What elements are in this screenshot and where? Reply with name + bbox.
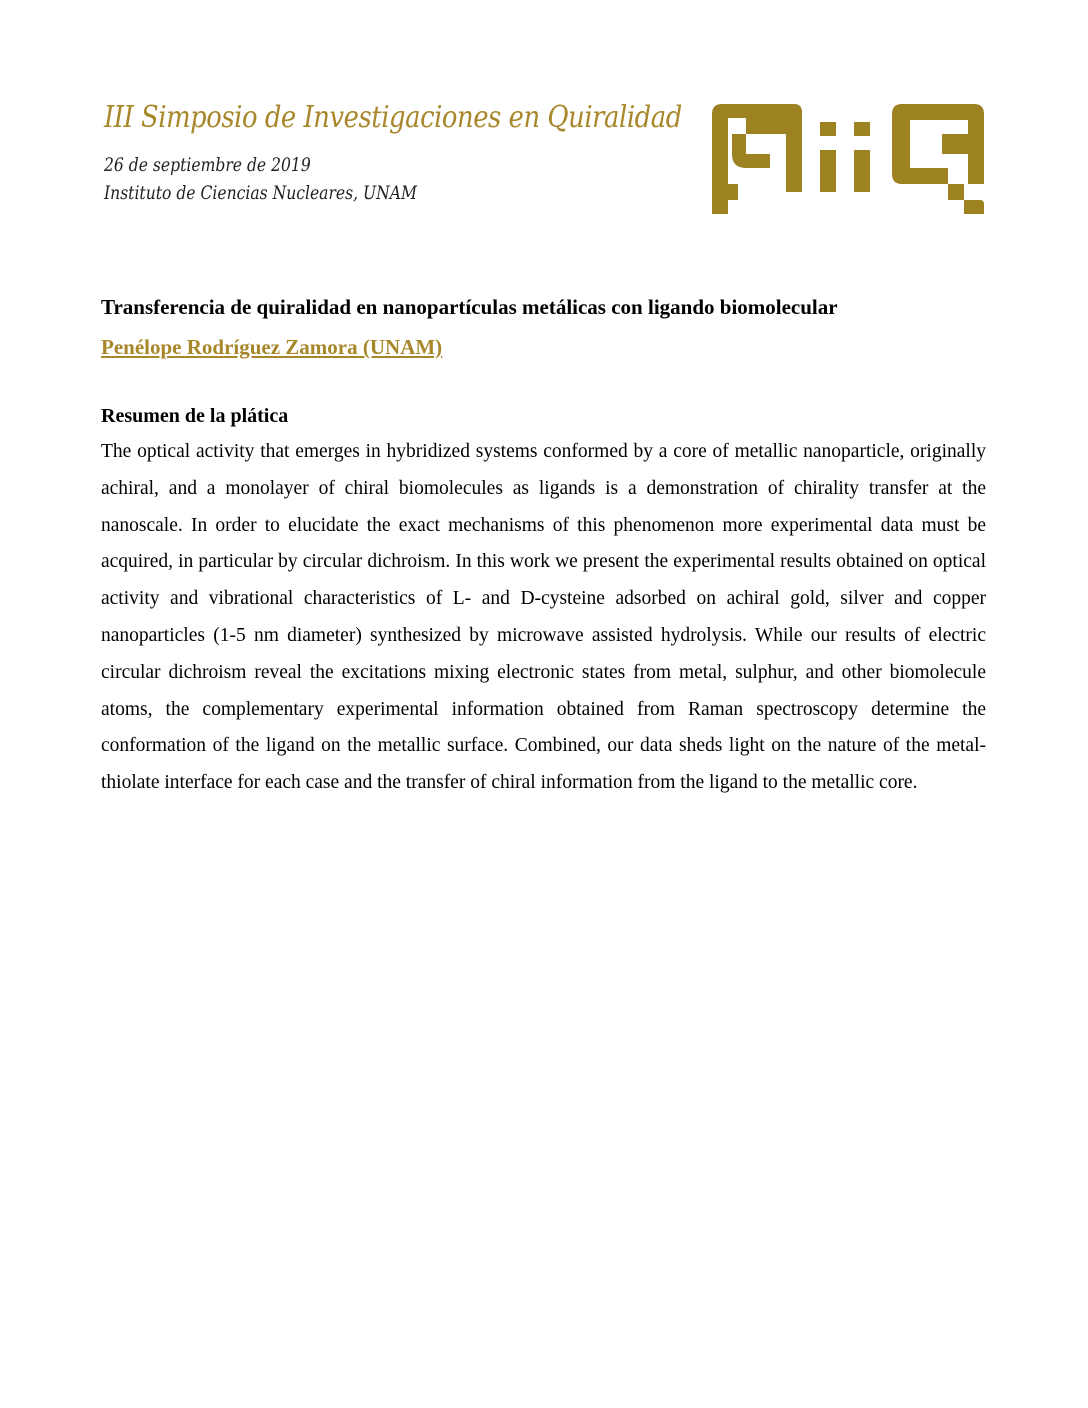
abstract-heading: Resumen de la plática [101, 405, 289, 427]
page-header [104, 100, 984, 230]
siiq-logo-icon [712, 104, 984, 214]
abstract-body: The optical activity that emerges in hybridized systems conformed by a core of metallic nanoparticle, originally achiral, and a monolayer of chiral biomolecules as ligands is a demonstration of chirality transfer at the nanoscale. In order to elucidate the exact mechanisms of this phenomenon more experimental data must be acquired, in particular by circular dichroism. In this work we present the experimental results obtained on optical activity and vibrational characteristics of L- and D-cysteine adsorbed on achiral gold, silver and copper nanoparticles (1-5 nm diameter) synthesized by microwave assisted hydrolysis. While our results of electric circular dichroism reveal the excitations mixing electronic states from metal, sulphur, and other biomolecule atoms, the complementary experimental information obtained from Raman spectroscopy determine the conformation of the ligand on the metallic surface. Combined, our data sheds light on the nature of the metal-thiolate interface for each case and the transfer of chiral information from the ligand to the metallic core. [101, 441, 986, 794]
talk-title: Transferencia de quiralidad en nanopartículas metálicas con ligando biomolecular [101, 295, 838, 319]
event-venue: Instituto de Ciencias Nucleares, UNAM [104, 182, 417, 204]
speaker-link[interactable]: Penélope Rodríguez Zamora (UNAM) [101, 335, 443, 359]
document-content [101, 292, 986, 802]
event-title: III Simposio de Investigaciones en Quiralidad [104, 100, 682, 135]
event-date: 26 de septiembre de 2019 [104, 154, 311, 176]
